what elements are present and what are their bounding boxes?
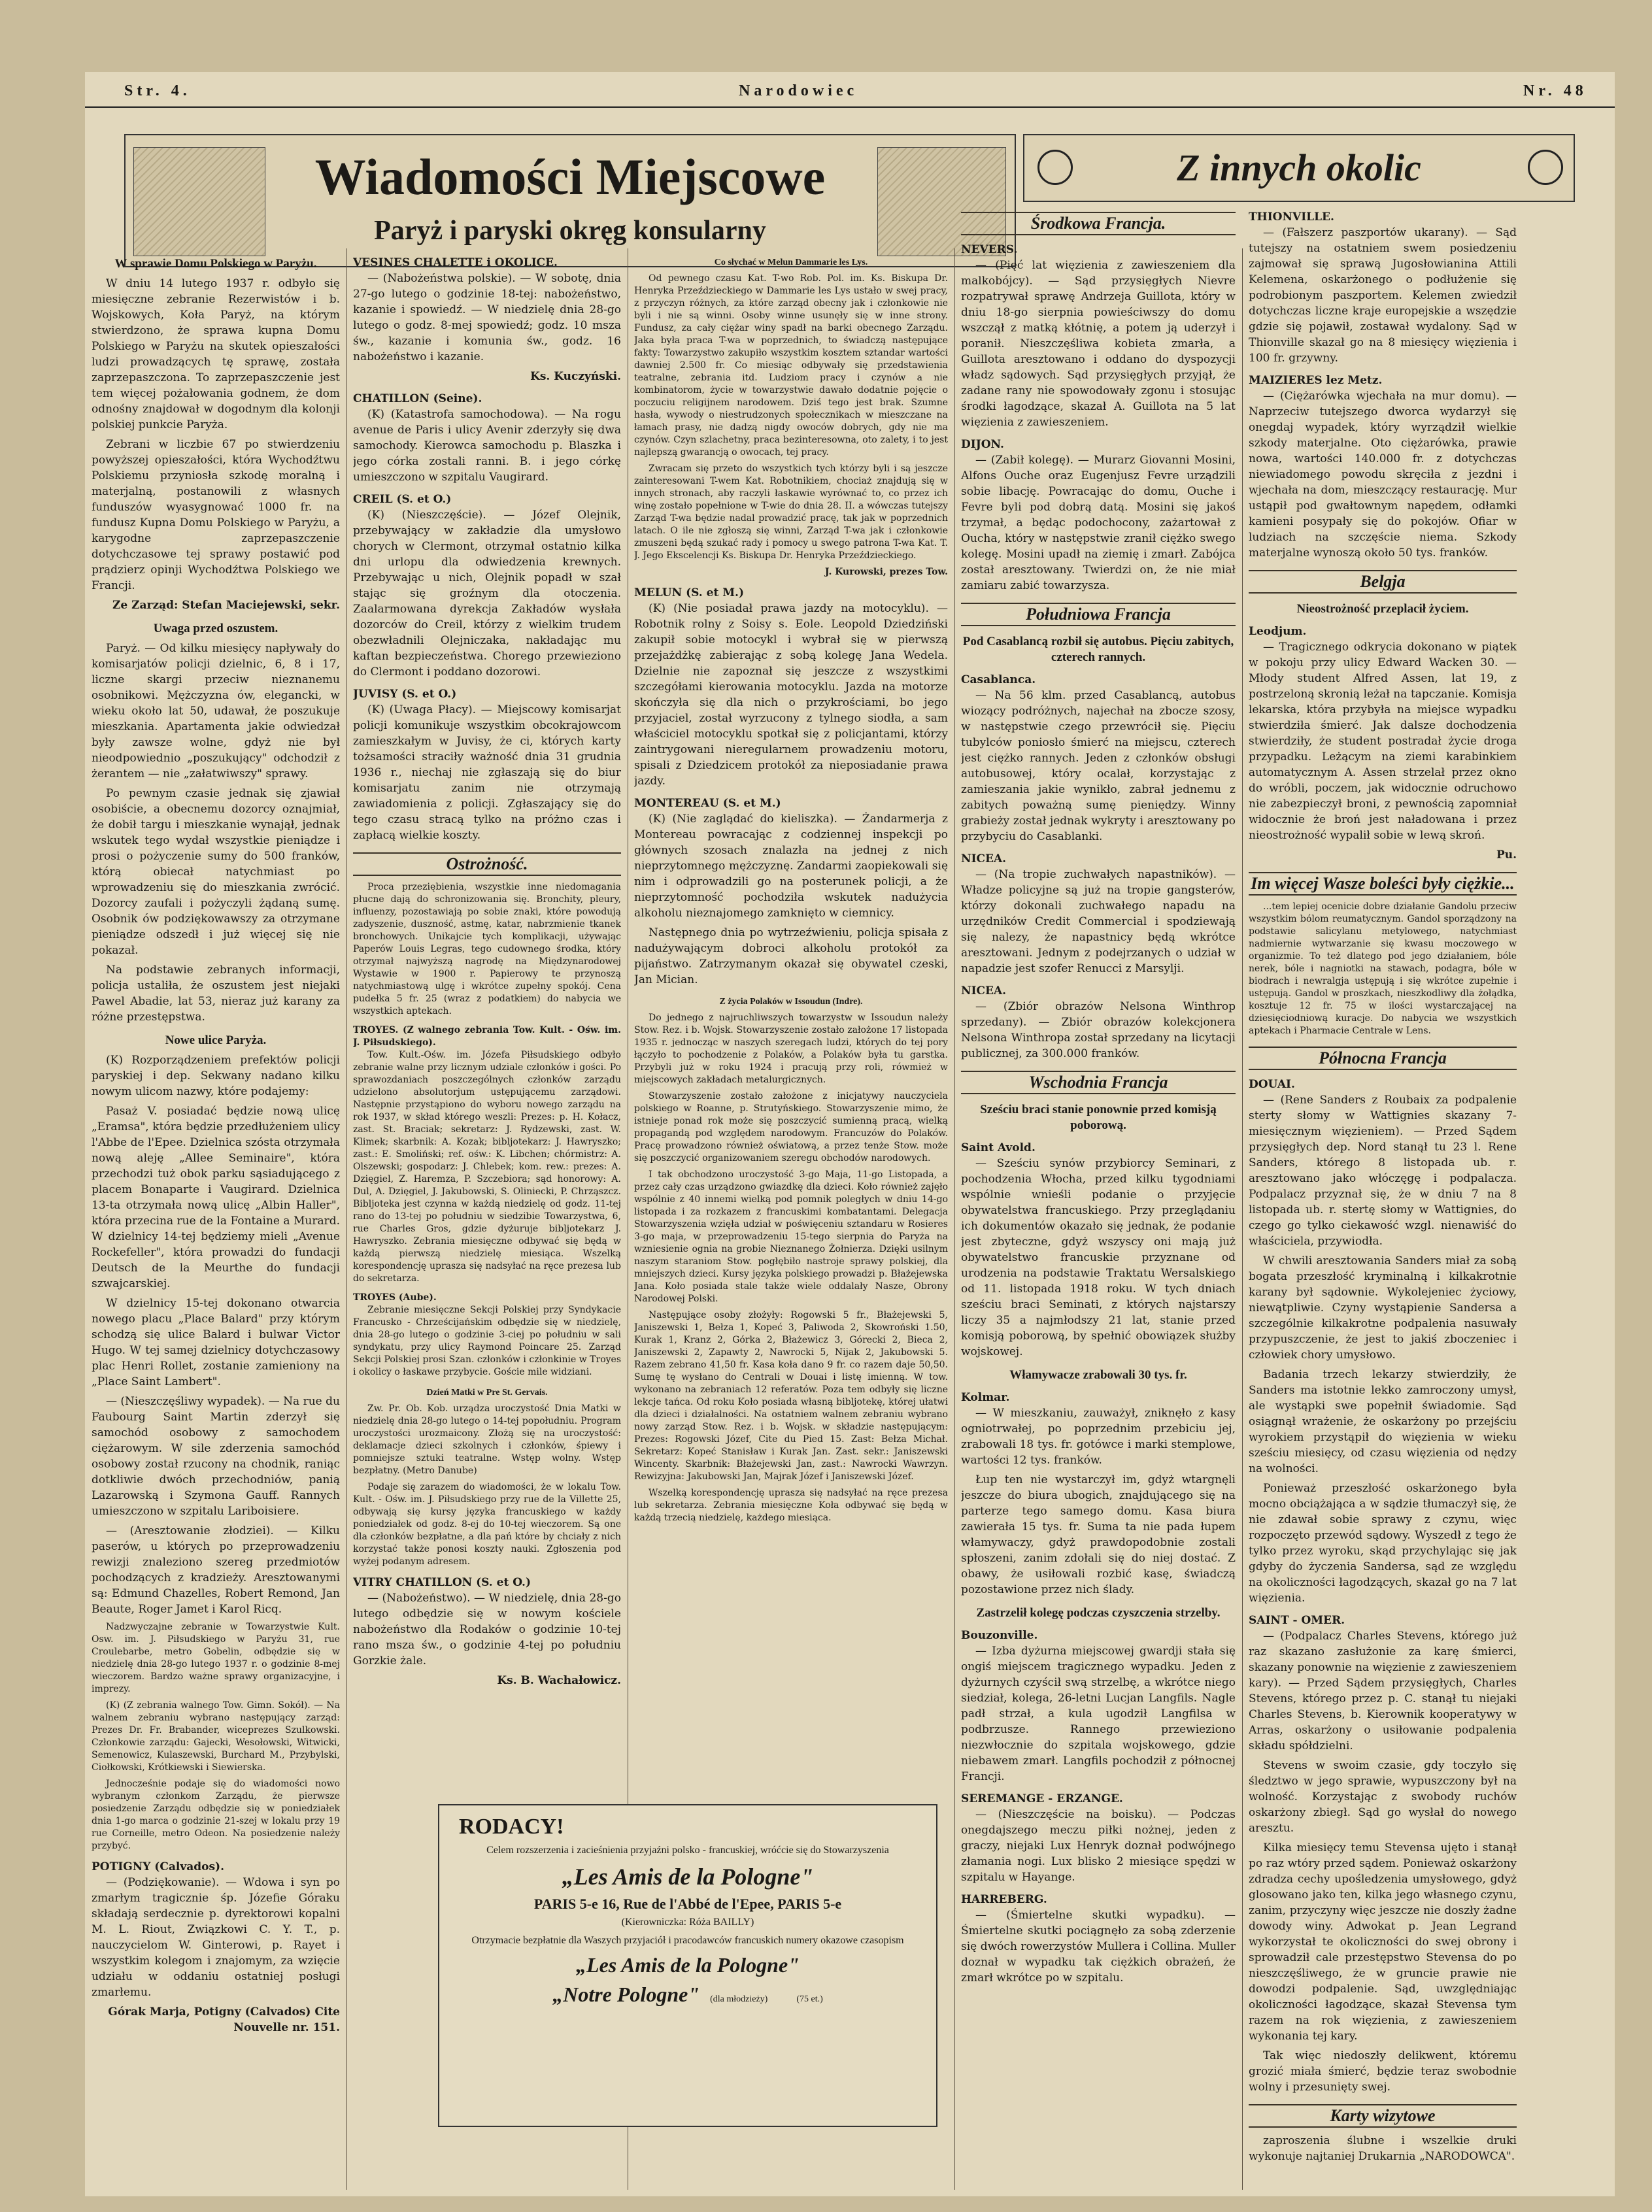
place-heading: Saint Avold. (961, 1141, 1036, 1154)
place-heading: NEVERS. (961, 243, 1018, 256)
section-heading: Wschodnia Francja (961, 1071, 1236, 1094)
article-heading: Pod Casablancą rozbił się autobus. Pięciu zabitych, czterech rannych. (962, 635, 1234, 664)
notice-text: (K) (Z zebrania walnego Tow. Gimn. Sokół). — Na walnem zebraniu wybrano następujący zarząd: Prezes Dr. Fr. Brabander, wiceprezes Szulkowski. Członkowie zarządu: Gajecki, Wesołowski, Witwicki, Semenowicz, Kulaszewski, Burchard M., Przybylski, Ciołkowski, Krótkiewski i Siewierska. (92, 1700, 340, 1773)
article-text: Ponieważ przeszłość oskarżonego była mocno obciążająca a w sądzie tłumaczył się, że nie zdawał sobie sprawy z czynu, więc rozpoczęto przewód sądowy. Wyszedł z tego że tylko przez wyroku, skąd przychylając się jak gdyby do życzenia Sandersa, sąd ze względu na okoliczności łagodzących, skazał go na 7 lat więzienia. (1249, 1482, 1517, 1605)
article-heading: Dzień Matki w Pre St. Gervais. (426, 1388, 548, 1398)
place-heading: Bouzonville. (961, 1629, 1038, 1642)
article-text: Podaje się zarazem do wiadomości, że w lokalu Tow. Kult. - Ośw. im. J. Piłsudskiego przy rue de la Villette 25, odbywają się kursy języka francuskiego w każdy poniedziałek od godz. 8-ej do 10-tej wieczorem. Są one dla członków bezpłatne, a dla pań które by chciały z nich korzystać także ponosi koszty nauki. Zgłoszenia pod wyżej podanym adresem. (353, 1482, 621, 1567)
article-text: — Tragicznego odkrycia dokonano w piątek w pokoju przy ulicy Edward Wacken 30. — Młody student Alfred Assen, lat 19, z postrzeloną skronią leżał na tapczanie. Komisja lekarska, która przybyła na miejsce wypadku stwierdziła śmierć. Jak dalsze dochodzenia stwierdziły, że student postradał życie droga przypadku. Leżącym na ziemi karabinkiem automatycznym A. Assen strzelał przez okno do wróbli, poczem, jak widocznie odruchowo nie zabezpieczył broni, z pewnością zapomniał widocznie że broń jest naładowana i przez nieostrożność wypalił sobie w lewą skroń. (1249, 641, 1517, 842)
association-address: PARIS 5-e 16, Rue de l'Abbé de l'Epee, PARIS 5-e (533, 1896, 842, 1912)
column-3 (634, 248, 948, 1771)
masthead-subtitle: Paryż i paryski okręg konsularny (374, 216, 766, 246)
article-text: (K) Rozporządzeniem prefektów policji paryskiej i dep. Sekwany nadano kilku nowym ulicom nazwy, które podajemy: (92, 1054, 340, 1098)
article-text: — (Śmiertelne skutki wypadku). — Śmiertelne skutki pociągnęło za sobą zderzenie się dwóch rowerzystów Mullera i Collina. Muller doznał w wypadku tak ciężkich obrażeń, że zmarł wkrótce po w szpitalu. (961, 1909, 1236, 1985)
article-text: — (Zbiór obrazów Nelsona Winthrop sprzedany). — Zbiór obrazów kolekcjonera Nelsona Winthropa został sprzedany na licytacji publicznej, za 300.000 franków. (961, 1000, 1236, 1060)
advert-text: Celem rozszerzenia i zacieśnienia przyjaźni polsko - francuskiej, wróćcie się do Stowarzyszenia (486, 1845, 889, 1856)
article-text: Łup ten nie wystarczył im, gdyż wtargnęli jeszcze do biura ubogich, znajdującego się na parterze tego samego domu. Kasa biura zawierała 15 tys. fr. Suma ta nie pada łupem włamywaczy, gdyż prawdopodobnie zostali spłoszeni, zanim zdołali się do niej dostać. Z obawy, że usiłowali rozbić kasę, świadczą pozostawione przez nich ślady. (961, 1473, 1236, 1596)
place-heading: THIONVILLE. (1249, 210, 1334, 224)
article-heading: Zastrzelił kolegę podczas czyszczenia strzelby. (976, 1606, 1221, 1620)
local-news-masthead (124, 134, 1016, 267)
article-text: Tow. Kult.-Ośw. im. Józefa Piłsudskiego odbyło zebranie walne przy licznym udziale członków i gości. Po sprawozdaniach poszczególnych członków zarządu udzielono absolutorjum ustępującemu zarządowi. Następnie przystąpiono do wyboru nowego zarządu na rok 1937, w skład którego weszli: Prezes: p. H. Kołacz, zast. St. Braciak; sekretarz: J. Rydzewski, zast. W. Klimek; skarbnik: A. Kozak; bibljotekarz: J. Hawryszko; zast.: E. Smoliński; ref. ośw.: K. Libchen; chórmistrz: A. Olszewski; gospodarz: J. Chlebek; kom. rew.: prezes: A. Dzięgiel, Z. Haremza, P. Szczebiora; sąd honorowy: A. Dul, A. Dzięgiel, J. Jakubowski, S. Oliniecki, P. Chrząszcz. Bibljoteka jest czynna w każdą niedzielę od godz. 11-tej rano do 13-tej po południu w siedzibie Towarzystwa, 6, rue Charles Gros, gdzie dyżuruje bibljotekarz J. Hawryszko. Zebrania miesięczne odbywać się będą w każdą pierwszą niedzielę miesiąca. Wszelką korespondencję uprasza się nadsyłać na ręce prezesa lub do sekretarza. (353, 1050, 621, 1284)
article-text: Paryż. — Od kilku miesięcy napływały do komisarjatów policji dzielnic, 6, 8 i 17, liczne skargi przeciw nieznanemu osobnikowi. Mężczyzna ów, elegancki, w wieku około lat 50, udawał, że poszukuje mieszkania. Apartamenta jakie odwiedzał były zawsze wolne, gdyż nie był nieodpowiednio „poszukujący" odchodził z żerantem — nie „załatwiwszy" sprawy. (92, 642, 340, 780)
article-text: — (Nieszczęście na boisku). — Podczas onegdajszego meczu piłki nożnej, jeden z graczy, niejaki Lux Henryk doznał podwójnego złamania nogi. Lux blisko 2 miesiące spędzi w szpitalu w Hayange. (961, 1808, 1236, 1884)
section-heading: Północna Francja (1249, 1047, 1517, 1070)
section-heading: Środkowa Francja. (961, 212, 1236, 235)
article-text: W chwili aresztowania Sanders miał za sobą bogata przeszłość kryminalną i kilkakrotnie karany był sądownie. Wykolejeniec życiowy, niewątpliwie. Czyny wystąpienie Sandersa a szczególnie kilkakrotne podpalenia nasuwały przypuszczenie, że jest to jakiś zboczeniec i człowiek chory umysłowo. (1249, 1254, 1517, 1362)
other-regions-masthead (1023, 134, 1575, 202)
place-heading: NICEA. (961, 984, 1007, 997)
column-5 (1249, 203, 1517, 2190)
other-regions-title: Z innych okolic (1177, 146, 1421, 189)
magazine-title: „Les Amis de la Pologne" (576, 1953, 800, 1977)
article-text: — (Zabił kolegę). — Murarz Giovanni Mosini, Alfons Ouche oraz Eugenjusz Fevre urządzili sobie libację. Powracając do domu, Ouche i Fevre byli pod dobrą datą. Mosini się jakoś trzymał, a będąc podochocony, zażartował z Oucha, który w następstwie zranił ciężko swego kolegę. Mosini upadł na ziemię i zmarł. Zabójca został aresztowany. Twierdzi on, że nie miał zamiaru zabić towarzysza. (961, 454, 1236, 592)
place-heading: Casablanca. (961, 673, 1036, 686)
column-divider (346, 248, 347, 2190)
place-heading: CHATILLON (Seine). (353, 392, 482, 405)
column-divider (954, 248, 955, 2190)
place-heading: MAIZIERES lez Metz. (1249, 374, 1383, 387)
article-text: (K) (Nie posiadał prawa jazdy na motocyklu). — Robotnik rolny z Soisy s. Eole. Leopold Dziedziński zakupił sobie motocykl i wybrał się w pierwszą przejażdżkę zabierając z sobą kolegę Jana Wedela. Dzielnie nie zapoznał się jeszcze z wszystkimi szczegółami kierowania motocyklu. Jazda na motorze skończyła się dla nich o przykrościami, bo jego przyjaciel, został wyrzucony z tylnego siodła, a sam właściciel motocyklu spotkał się z policjantami, którzy zaintrygowani nieregularnem prowadzeniu motoru, spisali z Dziedzicem protokół za nieposiadanie prawa jazdy. (634, 602, 948, 788)
page-number-right: Nr. 48 (1523, 82, 1587, 99)
place-heading: CREIL (S. et O.) (353, 493, 452, 506)
article-text: Zebranie miesięczne Sekcji Polskiej przy Syndykacie Francusko - Chrześcijańskim odbędzie się w niedzielę, dnia 28-go lutego o godzinie 3-ciej po południu w sali syndykatu, przy ulicy Raymond Poincare 25. Zarząd Sekcji Polskiej prosi Szan. członków i członkinie w Troyes i okolicy o łaskawe przybycie. Goście mile widziani. (353, 1305, 621, 1377)
magazine-title: „Notre Pologne" (552, 1983, 700, 2006)
advert-heading: Im więcej Wasze boleści były ciężkie... (1249, 872, 1517, 896)
article-heading: Z życia Polaków w Issoudun (Indre). (719, 997, 863, 1007)
article-text: (K) (Uwaga Płacy). — Miejscowy komisarjat policji komunikuje wszystkim obcokrajowcom zamieszkałym w Juvisy, że ci, których karty tożsamości straciły ważność dnia 31 grudnia 1936 r., niechaj nie zgłaszają się do biur komisarjatu zanim nie otrzymają zawiadomienia z policji. Zgłaszający się do tego czasu stracą tylko na próżno czas i zapłacą wielkie koszty. (353, 703, 621, 842)
place-heading: MONTEREAU (S. et M.) (634, 797, 781, 810)
article-text: — (Podziękowanie). — Wdowa i syn po zmarłym tragicznie śp. Józefie Góraku składają serdecznie p. dyrektorowi kopalni M. L. Riout, Związkowi C. Y. T., p. nauczycielom W. Ginterowi, p. Rayet i wszystkim kolegom i znajomym, za wzięcie udziału w oddaniu ostatniej posługi zmarłemu. (92, 1876, 340, 1999)
advert-text: zaproszenia ślubne i wszelkie druki wykonuje najtaniej Drukarnia „NARODOWCA". (1249, 2134, 1517, 2163)
article-text: — (Nabożeństwa polskie). — W sobotę, dnia 27-go lutego o godzinie 18-tej: nabożeństwo, kazanie i spowiedź. — W niedzielę dnia 28-go lutego o godz. 8-mej spowiedź; godz. 10 msza św., kazanie i komunia św., godz. 16 nabożeństwo i kazanie. (353, 272, 621, 363)
header-rule (85, 106, 1615, 112)
place-heading: NICEA. (961, 852, 1007, 865)
section-heading: Belgja (1249, 570, 1517, 594)
section-heading: Południowa Francja (961, 603, 1236, 626)
article-text: Tak więc niedoszły delikwent, któremu grozić miała śmierć, będzie teraz swobodnie wolny i przesunięty swej. (1249, 2049, 1517, 2094)
page-header (85, 72, 1615, 118)
article-text: Zw. Pr. Ob. Kob. urządza uroczystość Dnia Matki w niedzielę dnia 28-go lutego o 14-tej popołudniu. Program uroczystości urozmaicony. Złożą się na uroczystość: deklamacje dzieci szkolnych i członków, śpiewy i pomniejsze sztuki teatralne. Wstęp wolny. Wstęp bezpłatny. (Metro Danube) (353, 1403, 621, 1476)
article-text: — Izba dyżurna miejscowej gwardji stała się ongiś miejscem tragicznego wypadku. Jeden z dyżurnych czyścił swą strzelbę, a wkrótce niego siedział, kolega, 26-letni Lucjan Langfils. Nagle padł strzał, a kula ugodził Langfilsa w podbrzusze. Rannego przewieziono niezwłocznie do szpitala wojskowego, gdzie niebawem zmarł. Langfils pochodził z północnej Francji. (961, 1645, 1236, 1783)
article-heading: Sześciu braci stanie ponownie przed komisją poborową. (980, 1103, 1217, 1132)
article-text: — W mieszkaniu, zauważył, zniknęło z kasy ogniotrwałej, po poprzednim przebiciu jej, zrabowali 18 tys. fr. gotówce i marki stemplowe, wartości 12 tys. franków. (961, 1407, 1236, 1467)
place-heading: VESINES CHALETTE i OKOLICE. (353, 256, 558, 269)
article-text: Zebrani w liczbie 67 po stwierdzeniu powyższej opieszałości, która Wychodźtwu Polskiemu przyniosła szkodę moralną i materjalną, postanowili z własnych funduszów wyasygnować 1000 fr. na fundusz Kupna Domu Polskiego w Paryżu, a karygodne zaprzepaszczenie dotychczasowe tej sprawy postawić pod prądzierz opinji Wychodźtwa Polskiego we Francji. (92, 438, 340, 592)
article-text: — (Ciężarówka wjechała na mur domu). — Naprzeciw tutejszego dworca wydarzył się onegdaj wypadek, który wyrządził wielkie szkody materjalne. Oto ciężarówka, prawie nowa, wartości 140.000 fr. z dotychczas niewiadomego powodu skręciła z jezdni i wjechała na dom, mieszczący restaurację. Mur ustąpił pod gwałtownym napędem, odłamki kamieni posypały się do pokojów. Ofiar w ludziach na szczęście niema. Szkody materjalne wynoszą około 50 tys. franków. (1249, 390, 1517, 560)
article-text: Stevens w swoim czasie, gdy toczyło się śledztwo w jego sprawie, wypuszczony był na wolność. Korzystając z swobody ruchów oskarżony zbiegł. Sąd go wysłał do nowego aresztu. (1249, 1759, 1517, 1835)
notice-text: Jednocześnie podaje się do wiadomości nowo wybranym członkom Zarządu, że pierwsze posiedzenie Zarządu odbędzie się w poniedziałek dnia 1-go marca o godzinie 21-szej w lokalu przy 19 rue Corneille, metro Odeon. Na posiedzenie należy przybyć. (92, 1779, 340, 1851)
column-1 (92, 248, 340, 2190)
article-text: Następnego dnia po wytrzeźwieniu, policja spisała z nadużywającym dobroci alkoholu protokół za pijaństwo. Zatrzymanym okazał się obywatel czeski, Jan Mician. (634, 926, 948, 986)
place-heading: DOUAI. (1249, 1078, 1295, 1091)
place-heading: TROYES (Aube). (353, 1292, 437, 1303)
castle-illustration (133, 147, 265, 256)
emblem-icon (1528, 150, 1563, 185)
article-text: W dzielnicy 15-tej dokonano otwarcia nowego placu „Place Balard" przy którym schodzą się ulice Balard i bulwar Victor Hugo. W tej samej dzielnicy dotychczasowy plac Henri Rollet, zostanie zamieniony na „Place Saint Lambert". (92, 1297, 340, 1388)
magazine-note: (dla młodzieży) (710, 1994, 768, 2004)
place-heading: VITRY CHATILLON (S. et O.) (353, 1576, 531, 1589)
article-text: (K) (Nie zaglądać do kieliszka). — Żandarmerja z Montereau powracając z codziennej inspekcji po głównych szosach znalazła na jednej z nich nieprzytomnego mężczyznę. Zandarmi zaopiekowali się nim i odprowadzili go na posterunek policji, a że nieprzytomność pochodziła wskutek nadużycia alkoholu nieznajomego zamknięto w ciemnicy. (634, 813, 948, 920)
article-text: I tak obchodzono uroczystość 3-go Maja, 11-go Listopada, a przez cały czas urządzono gwiazdkę dla dzieci. Koło również zajęło wspólnie z 40 innemi wielką pod pomnik poległych w dniu 14-go listopada i za rozkazem z francuskimi kombatantami. Delegacja Stowarzyszenia wzięła udział w poświęceniu sztandaru w Rosieres 3-go maja, w przeprowadzeniu 15-tego sierpnia do Paryża na wzniesienie ognia na grobie Nieznanego Żołnierza. Dzięki usilnym naszym staraniom Stow. pogłębiło nastroje sprawy polskiej, dla mniejszych dzieci. Kursy języka polskiego prowadzi p. Błażejewska Jana. Koło posiada stale także wiele oddalały Nasze, Obrony Narodowej Polski. (634, 1169, 948, 1304)
place-heading: SEREMANGE - ERZANGE. (961, 1792, 1123, 1805)
article-signature: Ks. B. Wachałowicz. (497, 1674, 621, 1687)
article-heading: W sprawie Domu Polskiego w Paryżu. (114, 257, 317, 271)
section-heading: Ostrożność. (353, 852, 621, 876)
place-heading: DIJON. (961, 438, 1004, 451)
advert-heading: Karty wizytowe (1249, 2104, 1517, 2128)
article-signature: Górak Marja, Potigny (Calvados) Cite Nouvelle nr. 151. (108, 2005, 340, 2034)
article-text: — Sześciu synów przybiorcy Seminari, z pochodzenia Włocha, przed kilku tygodniami wspólnie wnieśli podanie o przyjęcie obywatelstwa francuskiego. Przy przeglądaniu ich dokumentów okazało się jednak, że podanie jest zbyteczne, gdyż wszyscy oni mają już obywatelstwo francuskie przyznane od urodzenia na podstawie Traktatu Wersalskiego od 11. listopada 1918 roku. W tych dniach sześciu braci Seminati, z których najstarszy liczy 35 a najmłodszy 21 lat, stanie przed komisją poborową, by spełnić obowiązek służby wojskowej. (961, 1157, 1236, 1358)
place-heading: TROYES. (Z walnego zebrania Tow. Kult. - Ośw. im. J. Piłsudskiego). (353, 1025, 621, 1048)
masthead-title: Wiadomości Miejscowe (314, 148, 826, 205)
article-text: — (Nieszczęśliwy wypadek). — Na rue du Faubourg Saint Martin zderzył się samochód osobowy z samochodem ciężarowym. W sile zderzenia samochód osobowy został rzucony na chodnik, raniąc dotkliwie dwóch przechodniów, panią Lazarowską i Szymona Gauff. Rannych umieszczono w szpitalu Lariboisiere. (92, 1395, 340, 1518)
magazine-price: (75 et.) (796, 1994, 823, 2004)
advert-title: RODACY! (459, 1815, 564, 1839)
article-text: Od pewnego czasu Kat. T-wo Rob. Pol. im. Ks. Biskupa Dr. Henryka Przeździeckiego w Dammarie les Lys ustało w swej pracy, z przyczyn różnych, za które zarząd obecny jak i członkowie nie byli i nie są winni. Osoby winne usunęły się w inne strony. Fundusz, za cały ciężar winy spadł na barki obecnego Zarządu. Jaka była praca T-wa w poprzednich, to świadczą następujące fakty: Towarzystwo zakupiło wszystkim kosztem sztandar wartości dawniej 2.500 fr. Co miesiąc odbywały się przedstawienia teatralne, zebrania itd. Ludziom pracy i czynów a nie kombinatorom, życie w towarzystwie dawało dodatnie pojęcie o poczuciu religijnem narodowem. Dziś tego jest brak. Szumne hasła, wywody o niestrudzonych społecznikach w mieszczane na łamach prasy, nie dadzą nigdy owoców dobrych, gdy nie ma czynów. Czyn szlachetny, praca bezinteresowna, oto zalety, i to jest najlepszą gwarancją o owocach, tej pracy. (634, 273, 948, 458)
article-text: — (Podpalacz Charles Stevens, którego już raz skazano zasłużonie za karę śmierci, skazany ponownie na więzienie z zawieszeniem kary). — Przed Sądem przysięgłych, Charles Stevens, którego przez p. C. stanął tu niejaki Charles Stevens, b. Kierownik kooperatywy w Arras, oskarżony o usiłowanie podpalenia składu spółdzielni. (1249, 1630, 1517, 1752)
association-name: „Les Amis de la Pologne" (562, 1864, 814, 1890)
place-heading: Kolmar. (961, 1391, 1010, 1404)
association-advert (438, 1804, 937, 2127)
column-2 (353, 248, 621, 1771)
article-signature: J. Kurowski, prezes Tow. (824, 567, 948, 577)
article-text: Badania trzech lekarzy stwierdziły, że Sanders ma istotnie lekko zamroczony umysł, ale wystąpki swe popełnił świadomie. Sąd osiągnął wrażenie, że oskarżony po przejściu wyrokiem przystąpił do więzienia w wieku sześciu miesięcy, od czasu więzienia od nędzy na wolności. (1249, 1368, 1517, 1475)
article-text: Po pewnym czasie jednak się zjawiał osobiście, a obecnemu dozorcy oznajmiał, że dobił targu i mieszkanie wynajął, jednak wskutek tego wydał wszystkie pieniądze i prosi o pożyczenie sumy do 500 franków, którą obiecał natychmiast po wprowadzeniu się do mieszkania zwrócić. Dozorcy zaufali i pożyczyli żądaną sumę. Osobnik ów podziękowawszy za otrzymane pieniądze odszedł i już więcej się nie pokazał. (92, 787, 340, 957)
article-text: Pasaż V. posiadać będzie nową ulicę „Eramsa", która będzie przedłużeniem ulicy l'Abbe de l'Epee. Dzielnica szósta otrzymała nową aleję „Allee Seminaire", która przechodzi tuż obok parku sąsiadującego z placem Bonaparte i Vaugirard. Dzielnica 13-ta otrzymała nową ulicę „Albin Haller", która przecina rue de la Fontaine a Murard. W dzielnicy 14-tej będziemy mieli „Avenue Rockefeller", która prowadzi do fundacji Deutsch de la Meurthe do fundacji szwajcarskiej. (92, 1105, 340, 1290)
article-text: Stowarzyszenie zostało założone z inicjatywy nauczyciela polskiego w Roanne, p. Strutyńskiego. Stowarzyszenie mimo, że istnieje ponad rok może się poszczycić sumienną pracą, wielką propagandą pod względem narodowym. Francuzów do Polaków. Pracę prowadzono również oświatową, a przez tenże Stow. może się poszczycić organizowaniem szeregu obchodów narodowych. (634, 1091, 948, 1164)
emblem-icon (1037, 150, 1073, 185)
article-text: Wszelką korespondencję uprasza się nadsyłać na ręce prezesa lub sekretarza. Zebrania miesięczne Koła odbywać się będą w każdą trzecią niedzielę, każdego miesiąca. (634, 1488, 948, 1523)
article-text: (K) (Nieszczęście). — Józef Olejnik, przebywający w zakładzie dla umysłowo chorych w Clermont, otrzymał ostatnio kilka dni urlopu dla odwiedzenia krewnych. Przebywając u nich, Olejnik popadł w szał stając się groźnym dla otoczenia. Zaalarmowana dyrekcja Zakładów wysłała dozorców do Creil, którzy z wielkim trudem obezwładnili Olejniczaka, nakładając mu kaftan bezpieczeństwa. Chorego przewieziono do Clermont i poddano dozorowi. (353, 509, 621, 679)
notice-text: Nadzwyczajne zebranie w Towarzystwie Kult. Osw. im. J. Piłsudskiego w Paryżu 31, rue Croulebarbe, metro Gobelin, odbędzie się w niedzielę dnia 28-go lutego 1937 r. o godzinie 8-mej wieczorem. Bardzo ważne sprawy organizacyjne, i imprezy. (92, 1622, 340, 1694)
article-signature: Pu. (1496, 848, 1517, 862)
place-heading: HARREBERG. (961, 1893, 1047, 1906)
article-text: W dniu 14 lutego 1937 r. odbyło się miesięczne zebranie Rezerwistów i b. Wojskowych, Koła Paryż, na którym stwierdzono, że sprawa kupna Domu Polskiego w Paryżu na skutek opieszałości ludzi prowadzących tę sprawę, została zaprzepaszczona. To zaprzepaszczenie jest tem więcej pożałowania godnem, że dom odnośny znajdował w dogodnym dla kolonji polskiej punkcie Paryża. (92, 277, 340, 431)
article-text: — (Fałszerz paszportów ukarany). — Sąd tutejszy na ostatniem swem posiedzeniu zajmował się sprawą Jugosłowianina Attili Kelemena, oskarżonego o podłużenie się podrobionym paszportem. Kelemen zwiedził dotychczas liczne kraje europejskie a wszędzie gdzie się pojawił, zostawał wydalony. Sąd w Thionville skazał go na 8 miesięcy więzienia i 100 fr. grzywny. (1249, 226, 1517, 365)
column-divider (1242, 248, 1243, 2190)
article-text: — (Na tropie zuchwałych napastników). — Władze policyjne są już na tropie gangsterów, którzy dokonali zuchwałego napadu na urzędników Credit Commercial i spodziewają się nalezy, że napastnicy będą wkrótce aresztowani. Jednym z podejrzanych o udział w napadzie jest szofer Renucci z Marsylji. (961, 868, 1236, 975)
association-director: (Kierowniczka: Róża BAILLY) (621, 1917, 754, 1928)
article-heading: Co słychać w Melun Dammarie les Lys. (714, 258, 868, 267)
article-text: — (Nabożeństwo). — W niedzielę, dnia 28-go lutego odbędzie się w nowym kościele nabożeństwo dla Rodaków o godzinie 10-tej rano msza św., o godzinie 4-tej po południu Gorzkie żale. (353, 1592, 621, 1667)
article-text: — (Pięć lat więzienia z zawieszeniem dla malkobójcy). — Sąd przysięgłych Nievre rozpatrywał sprawę Andrzeja Guillota, który w dniu 18-go sierpnia powieściwszy do domu wszczął z matką kłótnię, a potem ją uderzył i poranił. Nieszczęśliwa kobieta zmarła, a Guillota aresztowano i oddano do dyspozycji władz sądowych. Sąd przysięgłych przyjął, że zadane rany nie spowodowały zgonu i stosując środki łagodzące, skazał A. Guillota na 5 lat więzienia z zawieszeniem. (961, 259, 1236, 429)
article-text: — Na 56 klm. przed Casablancą, autobus wiozący podróżnych, najechał na zbocze szosy, w następstwie czego przewrócił się. Pięciu tubylców poniosło śmierć na miejscu, czterech jest ciężko rannych. Jeden z członków obsługi autobusowej, który ocalał, korzystając z zamieszania jakie wynikło, zabrał jednemu z zabitych poważną sumę pieniędzy. Winny grabieży został jednak wykryty i aresztowany po przybyciu do Casablanki. (961, 689, 1236, 843)
article-heading: Włamywacze zrabowali 30 tys. fr. (1009, 1368, 1187, 1382)
paper-name: Narodowiec (739, 82, 858, 99)
newspaper-page (85, 72, 1615, 2196)
place-heading: MELUN (S. et M.) (634, 586, 744, 599)
article-text: Zwracam się przeto do wszystkich tych którzy byli i są jeszcze zainteresowani T-wem Kat. Robotnikiem, chociaż znajdują się w innych stronach, aby raczyli łaskawie wyrównać to, co przez ich winę zostało popełnione w T-wie do dnia 28. II. a wówczas tutejszy Zarząd T-wa będzie nadal prowadzić pracę, tak jak w poprzednich latach. O ile nie zgłoszą się winni, Zarząd T-wa jak i członkowie zmuszeni będą szukać rady i pomocy u swego patrona T-wa Kat. T. J. Jego Ekscelencji Ks. Biskupa Dr. Henryka Przeździeckiego. (634, 463, 948, 561)
article-text: Następujące osoby złożyły: Rogowski 5 fr., Błażejewski 5, Janiszewski 1, Bełza 1, Kopeć 3, Paliwoda 2, Skowroński 1.50, Kurak 1, Kranz 2, Górka 2, Błażewicz 3, Górecki 2, Bieca 2, Janiszewski 2, Zapawty 2, Nawrocki 5, Nijak 2, Jakubowski 5. Razem zebrano 41,50 fr. Kasa koła dano 9 fr. co razem daje 50,50. Sumę tę wysłano do Centrali w Douai i listę imienną. W tow. wykonano na zebraniach 12 referatów. Poza tem odbyły się liczne lekcje tańca. Od roku Koło posiada własną bibljotekę, której ułatwi dla dzieci i działalności. Na ostatniem walnem zebraniu wybrano nowy zarząd Stow. Rez. i b. Wojsk. w składzie następującym: Prezes: Rogowski Józef, Cite du Pied 15. Zast: Bełza Michał. Sekretarz: Kopeć Stanisław i Kurak Jan. Zast. sekr.: Janiszewski Wincenty. Skarbnik: Błażejewski Jan, zast.: Nawrocki Wawrzyn. Rewizyjna: Jakubowski Jan, Majrak Józef i Janiszewski Józef. (634, 1310, 948, 1482)
article-text: Do jednego z najruchliwszych towarzystw w Issoudun należy Stow. Rez. i b. Wojsk. Stowarzyszenie zostało założone 17 listopada 1935 r. jednocząc w naszych szeregach ludzi, których do tej pory łączyło to pochodzenie z Polaków, a Polaków była tu garstka. Przybyli już w roku 1924 i pracują przy roli, rówmież w miejscowych zakładach metalurgicznych. (634, 1013, 948, 1085)
page-number-left: Str. 4. (124, 82, 191, 99)
advert-text: ...tem lepiej ocenicie dobre działanie Gandolu przeciw wszystkim bólom reumatycznym. Gandol sporządzony na podstawie salicylanu metylowego, natychmiast nadmiernie wytwarzanie się kwasu moczowego w organizmie. To też dlatego pod jego działaniem, bóle nerek, bóle i nagniotki na stawach, podagra, bóle w biodrach i newralgja ustępują i się wkrótce zupełnie i ustępują. Gandol w proszkach, nieszkodliwy dla żołądka, kosztuje 12 fr. 75 w ilości wystarczającej na dziesięciodniową kuracje. Do nabycia we wszystkich aptekach i Pharmacie Centrale w Lens. (1249, 901, 1517, 1036)
place-heading: JUVISY (S. et O.) (353, 688, 457, 701)
advert-text: Proca przeziębienia, wszystkie inne niedomagania płucne dają do schronizowania się. Bronchity, pleury, influenzy, pozostawiają po sobie znaki, które powodują zadyszenie, duszność, astmę, katar, nabrzmienie tkanek bronchowych. Unikajcie tych komplikacji, używając Paperów Louis Legras, tego cudownego środka, który otrzymał najwyższą nagrodę na Międzynarodowej Wystawie w 1900 r. Papierowy te przynoszą natychmiastową ulgę i wkrótce zupełny spokój. Cena pudełka 5 fr. 25 (wraz z podatkiem) do nabycia we wszystkich aptekach. (353, 882, 621, 1016)
article-heading: Nowe ulice Paryża. (165, 1033, 267, 1047)
article-text: (K) (Katastrofa samochodowa). — Na rogu avenue de Paris i ulicy Avenir zderzyły się dwa samochody. Kierowca samochodu p. Blaszka i jego córka zostali ranni. B. i jego córkę umieszczono w szpitalu Vaugirard. (353, 408, 621, 484)
article-text: Na podstawie zebranych informacji, policja ustaliła, że oszustem jest niejaki Pawel Abadie, lat 53, nieraz już karany za różne przestępstwa. (92, 964, 340, 1024)
place-heading: SAINT - OMER. (1249, 1614, 1345, 1627)
article-heading: Nieostrożność przeplacił życiem. (1296, 602, 1469, 616)
article-text: Kilka miesięcy temu Stevensa ujęto i stanął po raz wtóry przed sądem. Ponieważ oskarżony zdradza cechy upośledzenia umysłowego, gdyż glosowano jako ten, kilka jego własnego czynu, zanim, przyczyny więc jeszcze nie doszły żadne dowody winy. Adwokat p. Jean Legrand wykorzystał te okoliczności do swej obrony i sprowadził cale przestępstwo Stevensa do po nieszczęśliwego, że w gruncie prawie nie dowodzi podpalenie. Sąd, uwzględniając okoliczności łagodzące, skazał Stevensa tym razem na rok więzienia, z zawieszeniem wykonania tej kary. (1249, 1841, 1517, 2043)
place-heading: Leodjum. (1249, 625, 1307, 638)
article-text: — (Rene Sanders z Roubaix za podpalenie sterty słomy w Wattignies skazany 7-miesięcznym więzieniem). — Przed Sądem przysięgłych dep. Nord stanął tu 23 l. Rene Sanders, którego 8 listopada ub. r. aresztowano jako włóczęgę i podpalacza. Podpalacz przyznał się, że w dniu 7 na 8 listopada ub. r. stertę słomy w Wattignies, do czego go tylko ciekawość wzgl. nienawiść do właściciela, przywiodła. (1249, 1094, 1517, 1248)
place-heading: POTIGNY (Calvados). (92, 1860, 225, 1873)
article-heading: Uwaga przed oszustem. (153, 622, 278, 635)
advert-text: Otrzymacie bezpłatnie dla Waszych przyjaciół i pracodawców francuskich numery okazowe czasopism (471, 1935, 904, 1946)
article-signature: Ze Zarząd: Stefan Maciejewski, sekr. (112, 599, 340, 612)
article-text: — (Aresztowanie złodziei). — Kilku paserów, u których po przeprowadzeniu rewizji znaleziono szereg przedmiotów pochodzących z kradzieży. Aresztowanymi są: Edmund Chazelles, Robert Remond, Jan Beaute, Roger Jamet i Karol Ricq. (92, 1524, 340, 1616)
column-4 (961, 203, 1236, 2190)
article-signature: Ks. Kuczyński. (530, 370, 621, 383)
